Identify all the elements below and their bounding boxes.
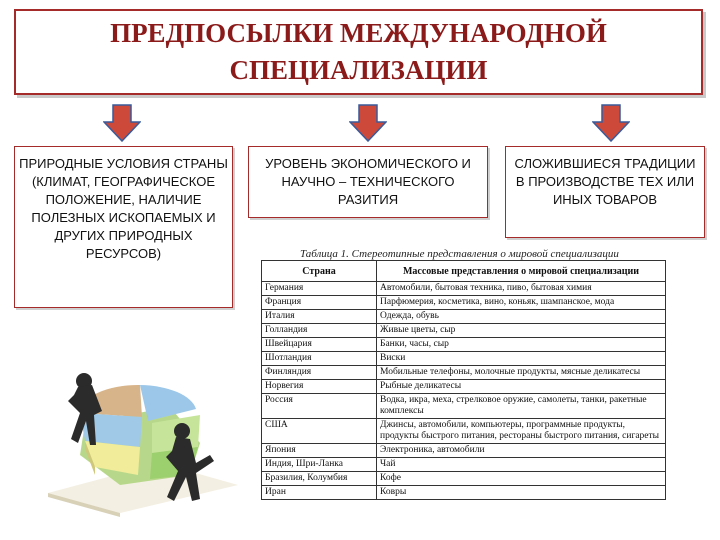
table-row [262, 296, 666, 310]
table-row [262, 310, 666, 324]
country-cell: Япония [262, 444, 377, 458]
country-cell: Финляндия [262, 366, 377, 380]
country-cell: Россия [262, 394, 377, 419]
table-row [262, 458, 666, 472]
down-arrow-icon [592, 104, 630, 142]
table-row [262, 394, 666, 419]
spec-cell: Виски [377, 352, 666, 366]
title-box [14, 9, 703, 95]
country-cell: Норвегия [262, 380, 377, 394]
spec-cell: Водка, икра, меха, стрелковое оружие, самолеты, танки, ракетные комплексы [377, 394, 666, 419]
country-cell: Франция [262, 296, 377, 310]
specialization-table [261, 260, 666, 500]
down-arrow-icon [103, 104, 141, 142]
table-row [262, 324, 666, 338]
country-cell: Иран [262, 486, 377, 500]
page-title: ПРЕДПОСЫЛКИ МЕЖДУНАРОДНОЙ СПЕЦИАЛИЗАЦИИ [110, 18, 607, 85]
country-cell: Германия [262, 282, 377, 296]
pie-chart-illustration [40, 335, 240, 517]
spec-cell: Одежда, обувь [377, 310, 666, 324]
traditions-box: СЛОЖИВШИЕСЯ ТРАДИЦИИ В ПРОИЗВОДСТВЕ ТЕХ ИЛИ ИНЫХ ТОВАРОВ [505, 146, 705, 238]
header-country: Страна [262, 261, 377, 282]
country-cell: Бразилия, Колумбия [262, 472, 377, 486]
table-header-row [262, 261, 666, 282]
spec-cell: Джинсы, автомобили, компьютеры, программные продукты, продукты быстрого питания, рестораны быстрого питания, сигареты [377, 419, 666, 444]
spec-cell: Живые цветы, сыр [377, 324, 666, 338]
spec-cell: Чай [377, 458, 666, 472]
table-row [262, 472, 666, 486]
spec-cell: Банки, часы, сыр [377, 338, 666, 352]
spec-cell: Рыбные деликатесы [377, 380, 666, 394]
table-row [262, 419, 666, 444]
spec-cell: Ковры [377, 486, 666, 500]
natural-conditions-box: ПРИРОДНЫЕ УСЛОВИЯ СТРАНЫ (КЛИМАТ, ГЕОГРАФИЧЕСКОЕ ПОЛОЖЕНИЕ, НАЛИЧИЕ ПОЛЕЗНЫХ ИСКОПАЕМЫХ И ДРУГИХ ПРИРОДНЫХ РЕСУРСОВ) [14, 146, 233, 308]
spec-cell: Электроника, автомобили [377, 444, 666, 458]
country-cell: Шотландия [262, 352, 377, 366]
country-cell: Италия [262, 310, 377, 324]
economic-level-box: УРОВЕНЬ ЭКОНОМИЧЕСКОГО И НАУЧНО – ТЕХНИЧЕСКОГО РАЗИТИЯ [248, 146, 488, 218]
table-row [262, 338, 666, 352]
spec-cell: Автомобили, бытовая техника, пиво, бытовая химия [377, 282, 666, 296]
header-specialization: Массовые представления о мировой специализации [377, 261, 666, 282]
country-cell: Индия, Шри-Ланка [262, 458, 377, 472]
spec-cell: Парфюмерия, косметика, вино, коньяк, шампанское, мода [377, 296, 666, 310]
country-cell: Швейцария [262, 338, 377, 352]
table-row [262, 444, 666, 458]
country-cell: США [262, 419, 377, 444]
table-row [262, 486, 666, 500]
country-cell: Голландия [262, 324, 377, 338]
table-row [262, 366, 666, 380]
table-row [262, 282, 666, 296]
down-arrow-icon [349, 104, 387, 142]
spec-cell: Мобильные телефоны, молочные продукты, мясные деликатесы [377, 366, 666, 380]
table-caption: Таблица 1. Стереотипные представления о мировой специализации [300, 248, 619, 260]
table-row [262, 380, 666, 394]
spec-cell: Кофе [377, 472, 666, 486]
table-row [262, 352, 666, 366]
